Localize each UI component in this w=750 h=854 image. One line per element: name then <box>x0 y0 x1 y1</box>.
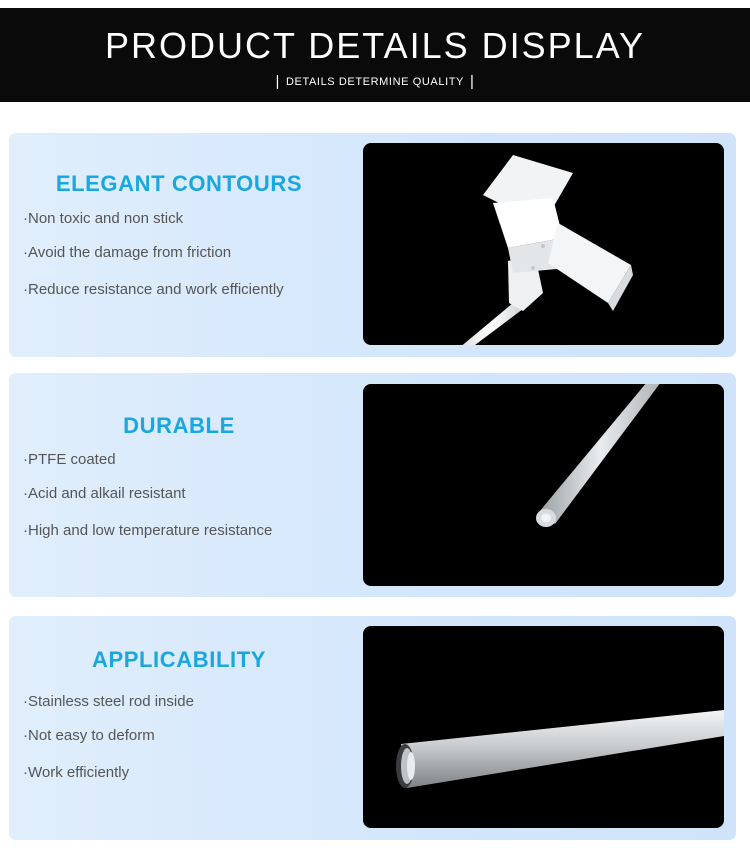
feature-item: ·PTFE coated <box>23 451 116 468</box>
feature-item: ·Stainless steel rod inside <box>23 693 194 710</box>
feature-item: ·Work efficiently <box>23 764 130 781</box>
product-photo-rod-end <box>363 384 724 586</box>
feature-card-elegant-contours <box>9 133 736 357</box>
paddle-head-image <box>363 143 724 345</box>
product-photo-paddle-head <box>363 143 724 345</box>
feature-item: ·Not easy to deform <box>23 727 155 744</box>
feature-item: ·Reduce resistance and work efficiently <box>23 281 284 298</box>
feature-item: ·High and low temperature resistance <box>23 522 273 539</box>
feature-item: ·Avoid the damage from friction <box>23 244 232 261</box>
header-banner <box>0 8 750 102</box>
section-title: DURABLE <box>123 413 235 438</box>
feature-item: ·Acid and alkail resistant <box>23 485 186 502</box>
page-title: PRODUCT DETAILS DISPLAY <box>104 25 646 66</box>
product-photo-rod-closeup <box>363 626 724 828</box>
subtitle-bar-right: | <box>470 73 475 90</box>
section-title: APPLICABILITY <box>91 647 267 672</box>
rod-end-image <box>363 384 724 586</box>
feature-card-durable <box>9 373 736 597</box>
feature-card-applicability <box>9 616 736 840</box>
subtitle-text: DETAILS DETERMINE QUALITY <box>286 76 464 88</box>
section-title: ELEGANT CONTOURS <box>55 171 303 196</box>
feature-item: ·Non toxic and non stick <box>23 210 184 227</box>
page-subtitle <box>0 74 750 90</box>
subtitle-bar-left: | <box>275 73 280 90</box>
rod-closeup-image <box>363 626 724 828</box>
